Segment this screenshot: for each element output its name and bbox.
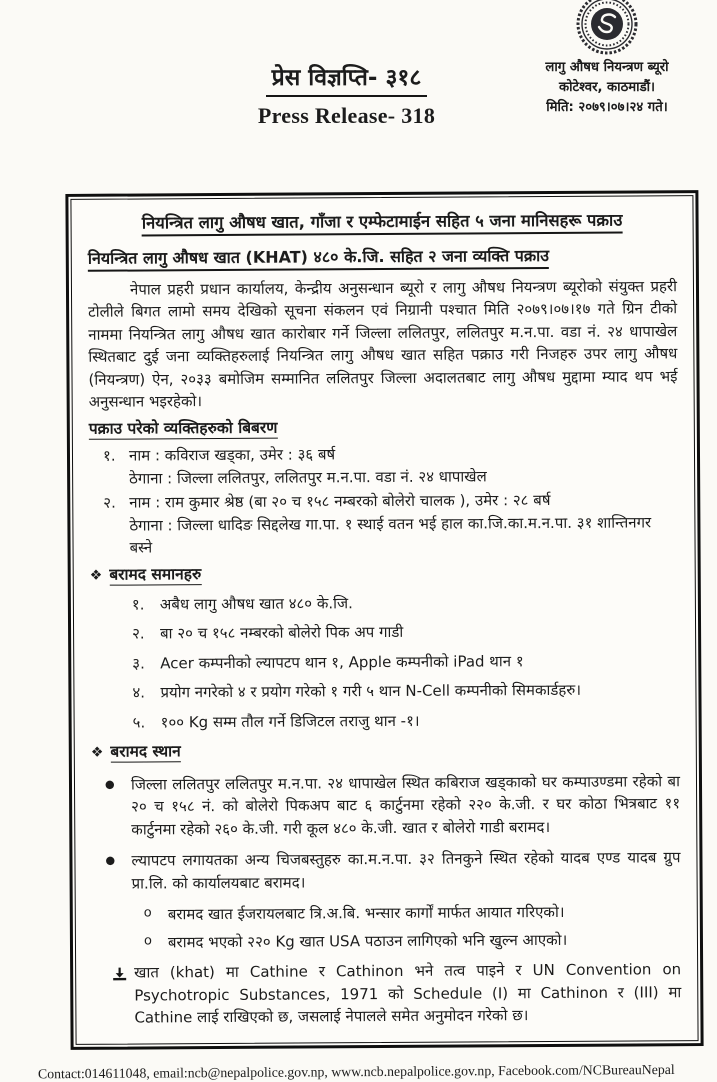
person-number: २. bbox=[103, 493, 116, 512]
org-block bbox=[503, 0, 711, 117]
sub-bullet: o बरामद खात ईजरायलबाट त्रि.अ.बि. भन्सार कार्गों मार्फत आयात गरिएको। bbox=[144, 900, 681, 926]
person-number: १. bbox=[102, 446, 116, 465]
persons-section-heading: पक्राउ परेको व्यक्तिहरुको बिबरण bbox=[88, 418, 278, 438]
document-main-title-text: नियन्त्रित लागु औषध खात, गाँजा र एम्फेटामाईन सहित ५ जना मानिसहरू पक्राउ bbox=[142, 211, 623, 237]
person-entry bbox=[103, 488, 678, 559]
list-item: २. बा २० च १५८ नम्बरको बोलेरो पिक अप गाडी bbox=[132, 623, 404, 643]
press-release-title-english: Press Release- 318 bbox=[257, 103, 436, 128]
page-header bbox=[0, 0, 717, 178]
document-body bbox=[70, 195, 698, 1044]
ncb-seal-logo bbox=[575, 0, 639, 56]
person-name-line: नाम : राम कुमार श्रेष्ठ (बा २० च १५८ नम्बरको बोलेरो चालक ), उमेर : २८ बर्ष bbox=[129, 490, 551, 512]
org-address: कोटेश्वर, काठमाडौं। bbox=[558, 79, 656, 95]
document-main-title bbox=[88, 208, 677, 236]
bullet-dot-icon: ● bbox=[104, 777, 115, 791]
contact-footer: Contact:014611048, email:ncb@nepalpolice.gov.np, www.ncb.nepalpolice.gov.np, Facebook.com/NCBureauNepal bbox=[37, 1061, 675, 1081]
person-address-line: ठेगाना : जिल्ला धादिङ सिद्दलेख गा.पा. १ स्थाई वतन भई हाल का.जि.का.म.न.पा. ३१ शान्तिनगर बस्ने bbox=[129, 512, 652, 557]
list-item: ४. प्रयोग नगरेको ४ र प्रयोग गरेको १ गरी ५ थान N-Cell कम्पनीको सिमकार्डहरु। bbox=[132, 681, 582, 702]
location-bullet: ● जिल्ला ललितपुर ललितपुर म.न.पा. २४ धापाखेल स्थित कबिराज खड्काको घर कम्पाउण्डमा रहेको बा २० च १५८ नं. को बोलेरो पिकअप बाट ६ कार्टुनमा रहेको २२० के.जी. र घर कोठा भित्रबाट ११ कार्टुनमा रहेको २६० के.जी. गरी कूल ४८० के.जी. खात र बोलेरो गाडी बरामद। bbox=[105, 770, 680, 841]
person-entry bbox=[103, 441, 678, 490]
intro-paragraph: नेपाल प्रहरी प्रधान कार्यालय, केन्द्रीय अनुसन्धान ब्यूरो र लागु औषध नियन्त्रण ब्यूरोको संयुक्त प्रहरी टोलीले बिगत लामो समय देखिको सूचना संकलन एवं निग्रानी पश्चात मिति २०७९।०७।१७ गते ग्रिन टीको नाममा नियन्त्रित लागु औषध खात कारोबार गर्ने जिल्ला ललितपुर, ललितपुर म.न.पा. वडा नं. २४ धापाखेल स्थितबाट दुई जना व्यक्तिहरुलाई नियन्त्रित लागु औषध खात सहित पक्राउ गरी निजहरु उपर लागु औषध (नियन्त्रण) ऐन, २०३३ बमोजिम सम्मानित ललितपुर जिल्ला अदालतबाट लागु औषध मुद्दामा म्याद थप भई अनुसन्धान भइरहेको। bbox=[88, 276, 678, 412]
document-border-box bbox=[65, 190, 703, 1049]
list-item: ३. Acer कम्पनीको ल्यापटप थान १, Apple कम्पनीको iPad थान १ bbox=[132, 651, 524, 673]
document-subtitle-text: नियन्त्रित लागु औषध खात (KHAT) ४८० के.जि. सहित २ जना व्यक्ति पक्राउ bbox=[88, 246, 549, 272]
khat-note: खात (khat) मा Cathine र Cathinon भने तत्व पाइने र UN Convention on Psychotropic Substances, 1971 को Schedule (I) मा Cathinon र (III) मा Cathine लाई राखिएको छ, जसलाई नेपालले समेत अनुमोदन गरेको छ। bbox=[112, 958, 681, 1029]
circle-bullet-icon: o bbox=[143, 932, 152, 948]
seized-goods-list bbox=[132, 590, 680, 734]
seizure-location-heading: ❖ बरामद स्थान bbox=[90, 742, 181, 762]
diamond-bullet-icon: ❖ bbox=[89, 567, 103, 584]
org-name: लागु औषध नियन्त्रण ब्यूरो bbox=[545, 60, 669, 75]
note-marker-icon bbox=[112, 962, 134, 1030]
list-item: १. अबैध लागु औषध खात ४८० के.जि. bbox=[131, 593, 353, 614]
circle-bullet-icon: o bbox=[143, 905, 152, 921]
diamond-bullet-icon: ❖ bbox=[90, 744, 104, 762]
press-release-title-nepali: प्रेस विज्ञप्ति- ३१८ bbox=[266, 60, 428, 97]
person-address-line: ठेगाना : जिल्ला ललितपुर, ललितपुर म.न.पा. वडा नं. २४ धापाखेल bbox=[129, 466, 487, 488]
org-date: मिति: २०७९।०७।२४ गते। bbox=[546, 99, 668, 115]
list-item: ५. १०० Kg सम्म तौल गर्ने डिजिटल तराजु थान -१। bbox=[132, 711, 420, 732]
document-subtitle bbox=[88, 243, 677, 271]
person-details bbox=[129, 488, 678, 559]
sub-bullet: o बरामद भएको २२० Kg खात USA पठाउन लागिएको भनि खुल्न आएको। bbox=[144, 928, 681, 954]
seized-goods-heading: ❖ बरामद समानहरु bbox=[89, 564, 202, 584]
person-details bbox=[129, 442, 487, 489]
person-name-line: नाम : कविराज खड्का, उमेर : ३६ बर्ष bbox=[128, 445, 336, 465]
bullet-dot-icon: ● bbox=[105, 853, 116, 867]
location-bullet: ● ल्यापटप लगायतका अन्य चिजबस्तुहरु का.म.न.पा. ३२ तिनकुने स्थित रहेको यादब एण्ड यादब ग्रुप प्रा.लि. को कार्यालयबाट बरामद। bbox=[105, 846, 680, 895]
